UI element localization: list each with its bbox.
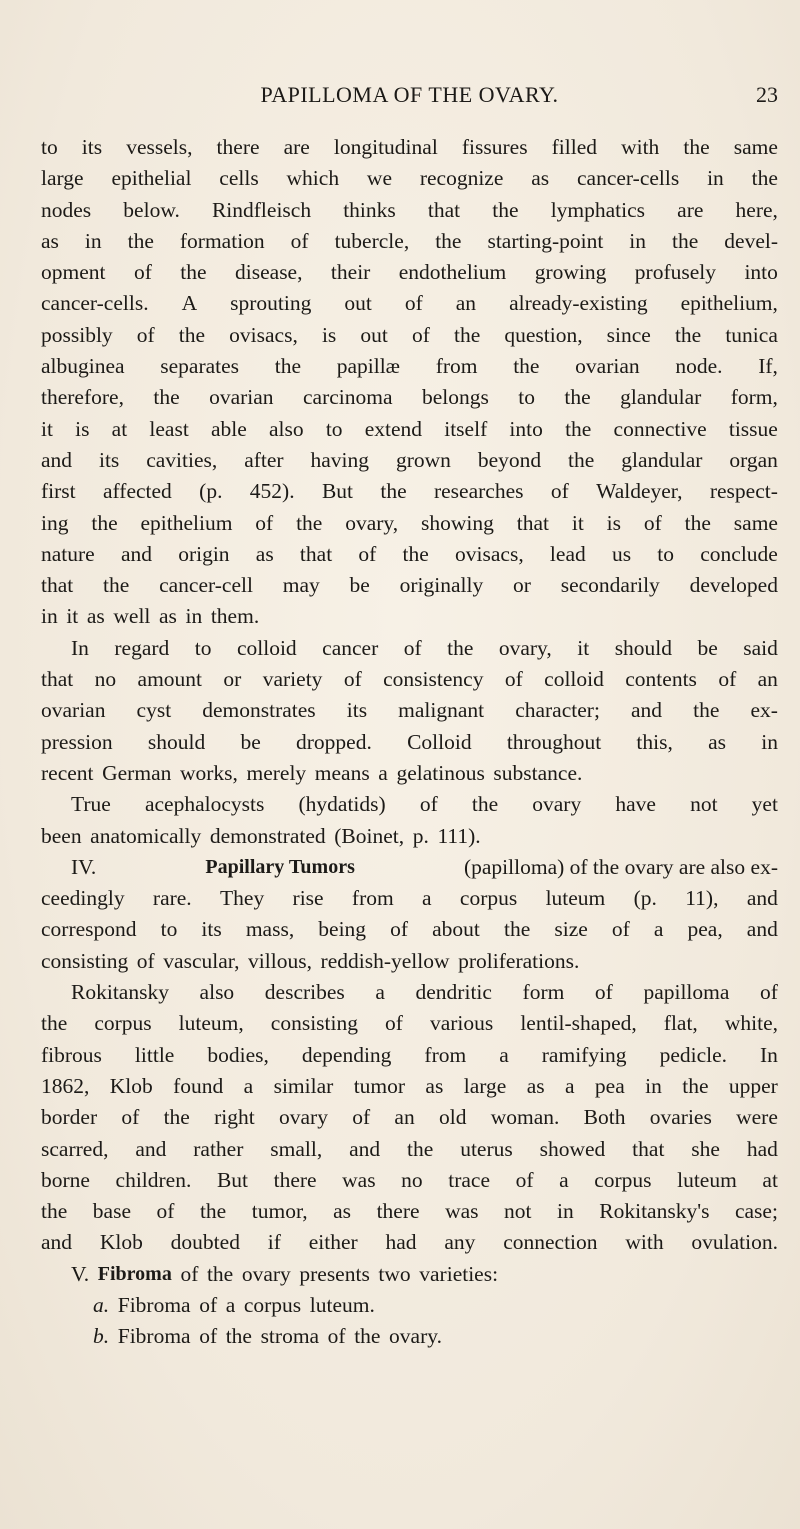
text-line: large epithelial cells which we recognize as cancer-cells in the	[41, 166, 778, 191]
section-iv-rest: (papilloma) of the ovary are also ex-	[463, 854, 778, 879]
text-line: been anatomically demonstrated (Boinet, p. 111).	[41, 823, 481, 848]
text-line: that the cancer-cell may be originally or secondarily developed	[41, 573, 778, 598]
variety-b-letter: b.	[93, 1324, 110, 1349]
section-iv-line	[41, 852, 778, 883]
text-line: borne children. But there was no trace of a corpus luteum at	[41, 1167, 778, 1192]
section-iv-numeral: IV.	[71, 854, 97, 879]
text-line: opment of the disease, their endothelium growing profusely into	[41, 260, 778, 285]
text-line: ing the epithelium of the ovary, showing that it is of the same	[41, 510, 778, 535]
section-iv-heading: Papillary Tumors	[205, 855, 355, 878]
variety-b	[41, 1321, 778, 1352]
text-line: Rokitansky also describes a dendritic form of papilloma of	[71, 980, 778, 1005]
text-line: fibrous little bodies, depending from a ramifying pedicle. In	[41, 1042, 778, 1067]
text-line: nature and origin as that of the ovisacs, lead us to conclude	[41, 541, 778, 566]
variety-b-text: Fibroma of the stroma of the ovary.	[117, 1324, 442, 1349]
text-line: possibly of the ovisacs, is out of the question, since the tunica	[41, 322, 778, 347]
variety-a-letter: a.	[93, 1292, 110, 1317]
text-line: nodes below. Rindfleisch thinks that the lymphatics are here,	[41, 197, 778, 222]
text-line: scarred, and rather small, and the uterus showed that she had	[41, 1136, 778, 1161]
text-line: cancer-cells. A sprouting out of an already-existing epithelium,	[41, 291, 778, 316]
text-line: consisting of vascular, villous, reddish-yellow proliferations.	[41, 948, 580, 973]
text-line: ovarian cyst demonstrates its malignant character; and the ex-	[41, 698, 778, 723]
text-line: albuginea separates the papillæ from the ovarian node. If,	[41, 354, 778, 379]
section-v-line	[41, 1259, 778, 1290]
page-number: 23	[756, 82, 778, 107]
text-line: In regard to colloid cancer of the ovary, it should be said	[71, 635, 778, 660]
section-v-numeral: V.	[71, 1261, 90, 1286]
text-line: it is at least able also to extend itself into the connective tissue	[41, 416, 778, 441]
text-line: 1862, Klob found a similar tumor as large as a pea in the upper	[41, 1073, 778, 1098]
text-line: True acephalocysts (hydatids) of the ovary have not yet	[71, 792, 778, 817]
text-line: to its vessels, there are longitudinal fissures filled with the same	[41, 135, 778, 159]
text-line: correspond to its mass, being of about the size of a pea, and	[41, 917, 778, 942]
text-line: therefore, the ovarian carcinoma belongs to the glandular form,	[41, 385, 778, 410]
text-line: in it as well as in them.	[41, 604, 260, 629]
variety-a	[41, 1290, 778, 1321]
section-v-heading: Fibroma	[97, 1262, 172, 1285]
text-line: pression should be dropped. Colloid throughout this, as in	[41, 729, 778, 754]
text-line: that no amount or variety of consistency of colloid contents of an	[41, 667, 778, 692]
section-v-rest: of the ovary presents two varieties:	[180, 1261, 499, 1286]
text-line: the base of the tumor, as there was not in Rokitansky's case;	[41, 1199, 778, 1224]
text-line: recent German works, merely means a gelatinous substance.	[41, 760, 583, 785]
body-text	[41, 132, 778, 1353]
text-line: ceedingly rare. They rise from a corpus luteum (p. 11), and	[41, 886, 778, 911]
text-line: border of the right ovary of an old woman. Both ovaries were	[41, 1105, 778, 1130]
variety-a-text: Fibroma of a corpus luteum.	[117, 1292, 375, 1317]
text-line: first affected (p. 452). But the researches of Waldeyer, respect-	[41, 479, 778, 504]
text-line: as in the formation of tubercle, the starting-point in the devel-	[41, 228, 778, 253]
text-line: and Klob doubted if either had any connection with ovulation.	[41, 1230, 778, 1255]
text-line: and its cavities, after having grown beyond the glandular organ	[41, 447, 778, 472]
page-header	[41, 80, 778, 110]
running-title: PAPILLOMA OF THE OVARY.	[260, 82, 559, 107]
text-line: the corpus luteum, consisting of various lentil-shaped, flat, white,	[41, 1011, 778, 1036]
